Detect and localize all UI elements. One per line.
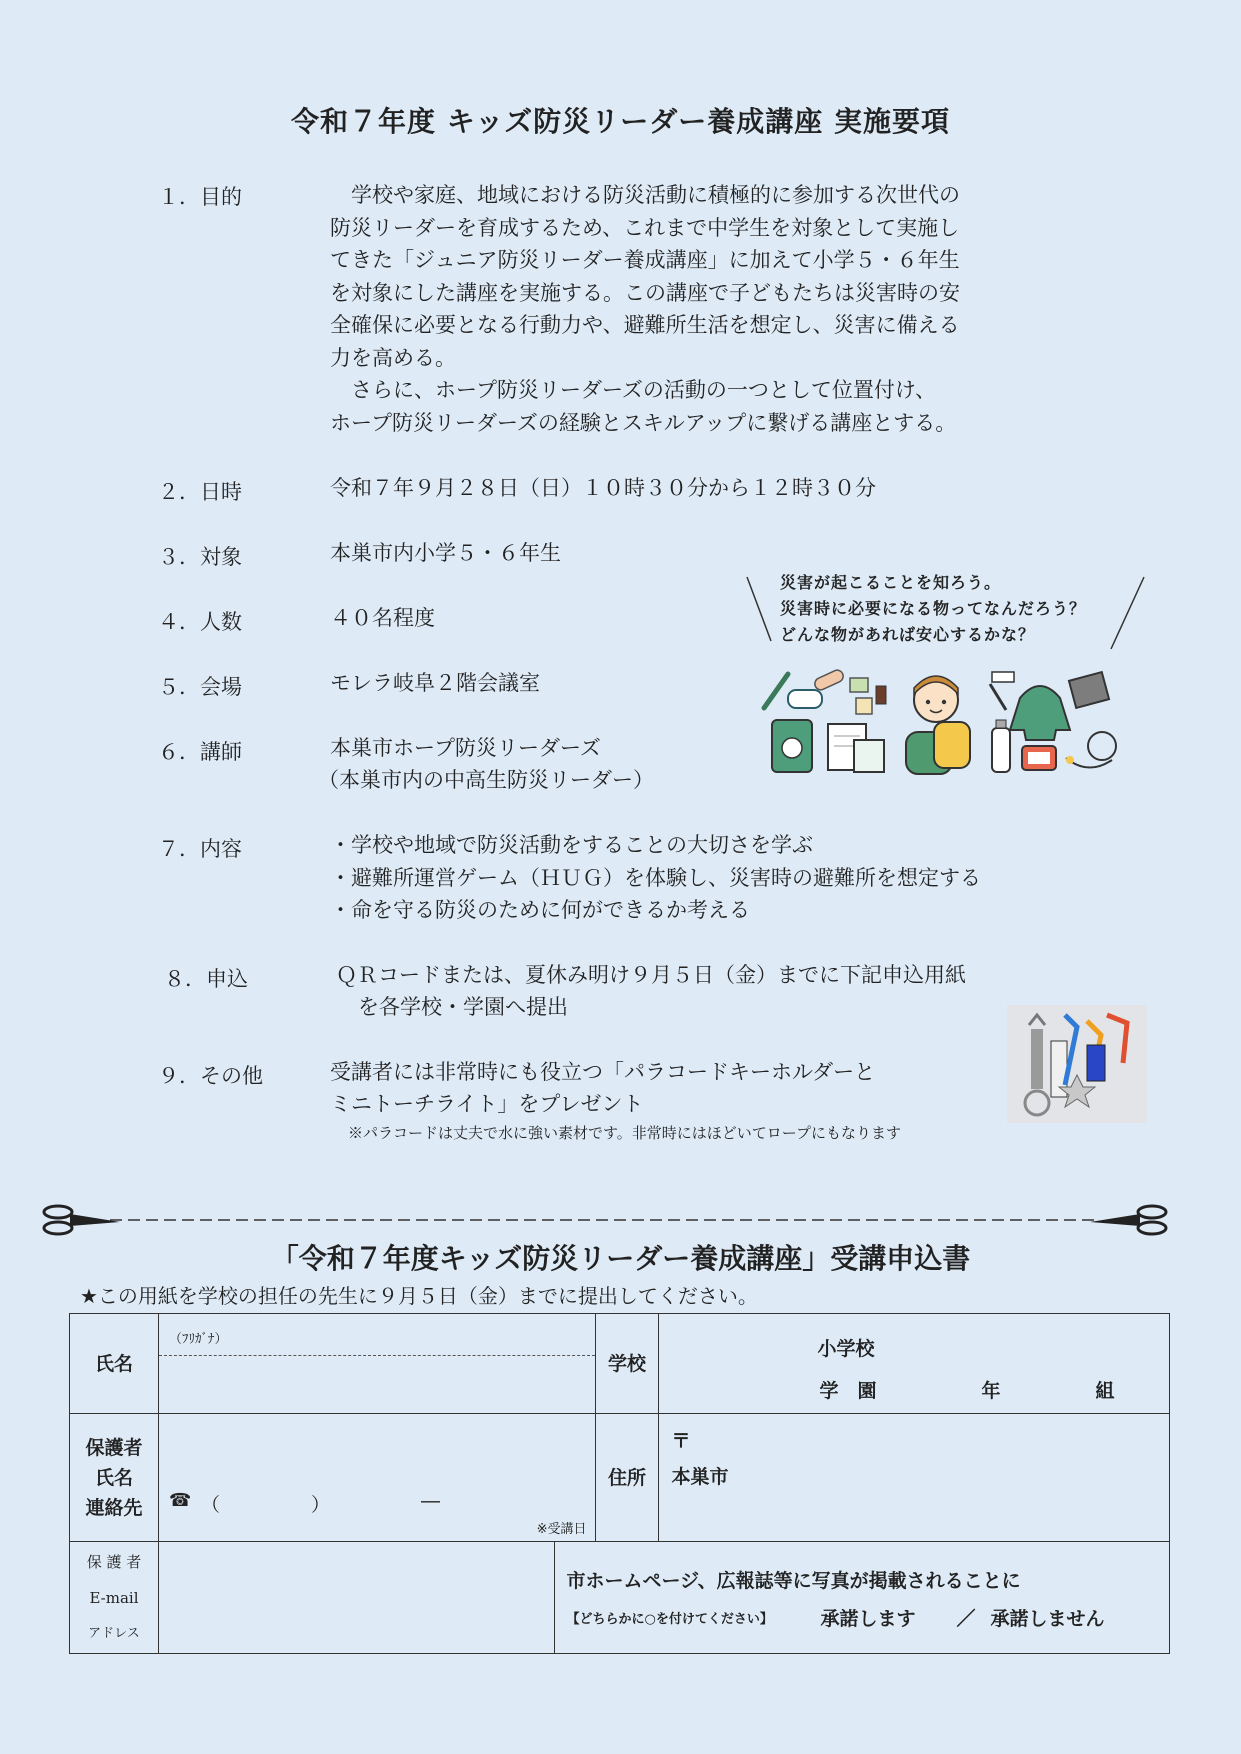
section-purpose-body — [330, 179, 960, 439]
guardian-label-line: 氏名 — [94, 1466, 133, 1489]
scissors-left-icon — [44, 1206, 120, 1234]
section-venue-label: ５．会場 — [158, 675, 242, 699]
cut-line — [40, 1200, 1170, 1240]
name-label: 氏名 — [70, 1314, 159, 1414]
mask-icon — [788, 690, 822, 708]
address-field[interactable] — [659, 1414, 1170, 1542]
bubble-line: 災害が起こることを知ろう。 — [780, 573, 1002, 592]
attendance-note: ※受講日 — [536, 1522, 587, 1537]
purpose-line: 力を高める。 — [330, 345, 456, 370]
content-item: ・命を守る防災のために何ができるか考える — [330, 898, 750, 922]
email-label-line: アドレス — [88, 1625, 140, 1641]
consent-separator: ／ — [956, 1608, 976, 1630]
section-application-label: ８．申込 — [164, 967, 248, 991]
postal-mark: 〒 — [671, 1430, 691, 1452]
section-target-label: ３．対象 — [158, 545, 242, 569]
section-lecturer-label: ６．講師 — [158, 740, 242, 764]
phone-icon — [772, 720, 812, 772]
phone-open-paren: （ — [200, 1494, 220, 1516]
purpose-line: てきた「ジュニア防災リーダー養成講座」に加えて小学５・６年生 — [330, 248, 960, 272]
school-label: 学校 — [595, 1314, 659, 1414]
section-datetime-label: ２．日時 — [158, 480, 242, 504]
section-purpose-label: １．目的 — [158, 185, 242, 209]
raincoat-icon — [1010, 686, 1070, 740]
guardian-label-line: 保護者 — [85, 1436, 143, 1459]
address-label: 住所 — [595, 1414, 659, 1542]
emergency-supplies-illustration — [758, 668, 1128, 778]
section-content-list — [330, 829, 981, 927]
paracord-note: ※パラコードは丈夫で水に強い素材です。非常時にはほどいてロープにもなります — [348, 1124, 902, 1142]
section-other-line1: 受講者には非常時にも役立つ「パラコードキーホルダーと — [330, 1060, 876, 1084]
calculator-icon — [854, 740, 884, 772]
section-target-text: 本巣市内小学５・６年生 — [330, 541, 561, 565]
email-label — [70, 1542, 159, 1654]
pencil-icon — [764, 674, 788, 708]
furigana-label: （ﾌﾘｶﾞﾅ） — [168, 1332, 228, 1347]
application-form-table — [69, 1313, 1170, 1654]
purpose-line: 全確保に必要となる行動力や、避難所生活を想定し、災害に備える — [330, 313, 960, 337]
section-lecturer-sub: （本巣市内の中高生防災リーダー） — [318, 768, 654, 792]
city-label: 本巣市 — [671, 1466, 729, 1488]
bubble-line: どんな物があれば安心するかな？ — [780, 625, 1036, 644]
elementary-school-label: 小学校 — [817, 1338, 875, 1360]
content-item: ・学校や地域で防災活動をすることの大切さを学ぶ — [330, 833, 813, 857]
water-bottle-icon — [992, 720, 1010, 772]
section-application-line2: を各学校・学園へ提出 — [358, 995, 568, 1019]
bandage-icon — [813, 668, 845, 692]
section-other-line2: ミニトーチライト」をプレゼント — [330, 1092, 644, 1116]
battery-icon — [1022, 746, 1056, 770]
section-capacity-label: ４．人数 — [158, 610, 242, 634]
photo-consent-cell — [554, 1542, 1169, 1654]
phone-close-paren: ） — [310, 1494, 330, 1516]
child-with-backpack-icon — [906, 676, 970, 774]
class-label: 組 — [1095, 1380, 1115, 1402]
consent-instruction: 【どちらかに○を付けてください】 — [566, 1612, 773, 1627]
purpose-line: 防災リーダーを育成するため、これまで中学生を対象として実施し — [330, 215, 960, 240]
guardian-label — [70, 1414, 159, 1542]
section-other-label: ９．その他 — [158, 1064, 263, 1088]
year-label: 年 — [981, 1380, 1001, 1402]
purpose-line: ホープ防災リーダーズの経験とスキルアップに繋げる講座とする。 — [330, 410, 957, 435]
purpose-line: さらに、ホープ防災リーダーズの活動の一つとして位置付け、 — [330, 378, 937, 402]
name-field[interactable] — [158, 1314, 595, 1414]
keychain-photo — [1007, 1005, 1147, 1123]
section-venue-text: モレラ岐阜２階会議室 — [330, 671, 540, 695]
purpose-line: 学校や家庭、地域における防災活動に積極的に参加する次世代の — [330, 183, 960, 207]
guardian-label-line: 連絡先 — [85, 1496, 143, 1519]
consent-text: 市ホームページ、広報誌等に写真が掲載されることに — [566, 1570, 1021, 1592]
speech-bubble — [780, 570, 1086, 648]
scissors-right-icon — [1090, 1206, 1166, 1234]
page-title: 令和７年度 キッズ防災リーダー養成講座 実施要項 — [291, 105, 950, 138]
phone-dash: ― — [420, 1490, 440, 1512]
gakuen-label: 学 園 — [819, 1380, 877, 1402]
section-content-label: ７．内容 — [158, 837, 242, 861]
consent-yes-option[interactable]: 承諾します — [820, 1608, 916, 1630]
school-field[interactable] — [659, 1314, 1170, 1414]
email-label-line: 保 護 者 — [86, 1552, 142, 1571]
section-datetime-text: 令和７年９月２８日（日）１０時３０分から１２時３０分 — [330, 476, 876, 500]
pen-icon — [990, 672, 1014, 710]
purpose-line: を対象にした講座を実施する。この講座で子どもたちは災害時の安 — [330, 280, 960, 305]
section-application-line1: ＱＲコードまたは、夏休み明け９月５日（金）までに下記申込用紙 — [336, 963, 966, 987]
phone-icon: ☎ — [168, 1490, 192, 1511]
whistle-icon — [1066, 732, 1116, 768]
blanket-icon — [1069, 672, 1109, 708]
consent-no-option[interactable]: 承諾しません — [990, 1608, 1105, 1630]
section-capacity-text: ４０名程度 — [330, 606, 435, 630]
pack-icon — [850, 678, 886, 714]
email-field[interactable] — [158, 1542, 554, 1654]
guardian-field[interactable] — [158, 1414, 595, 1542]
form-instruction: ★この用紙を学校の担任の先生に９月５日（金）までに提出してください。 — [80, 1284, 758, 1308]
bubble-line: 災害時に必要になる物ってなんだろう？ — [780, 599, 1087, 618]
form-title: 「令和７年度キッズ防災リーダー養成講座」受講申込書 — [270, 1242, 971, 1275]
email-label-line: E-mail — [89, 1588, 139, 1607]
content-item: ・避難所運営ゲーム（ＨＵＧ）を体験し、災害時の避難所を想定する — [330, 865, 981, 890]
section-lecturer-text: 本巣市ホープ防災リーダーズ — [330, 736, 601, 760]
furigana-field[interactable] — [159, 1314, 595, 1356]
